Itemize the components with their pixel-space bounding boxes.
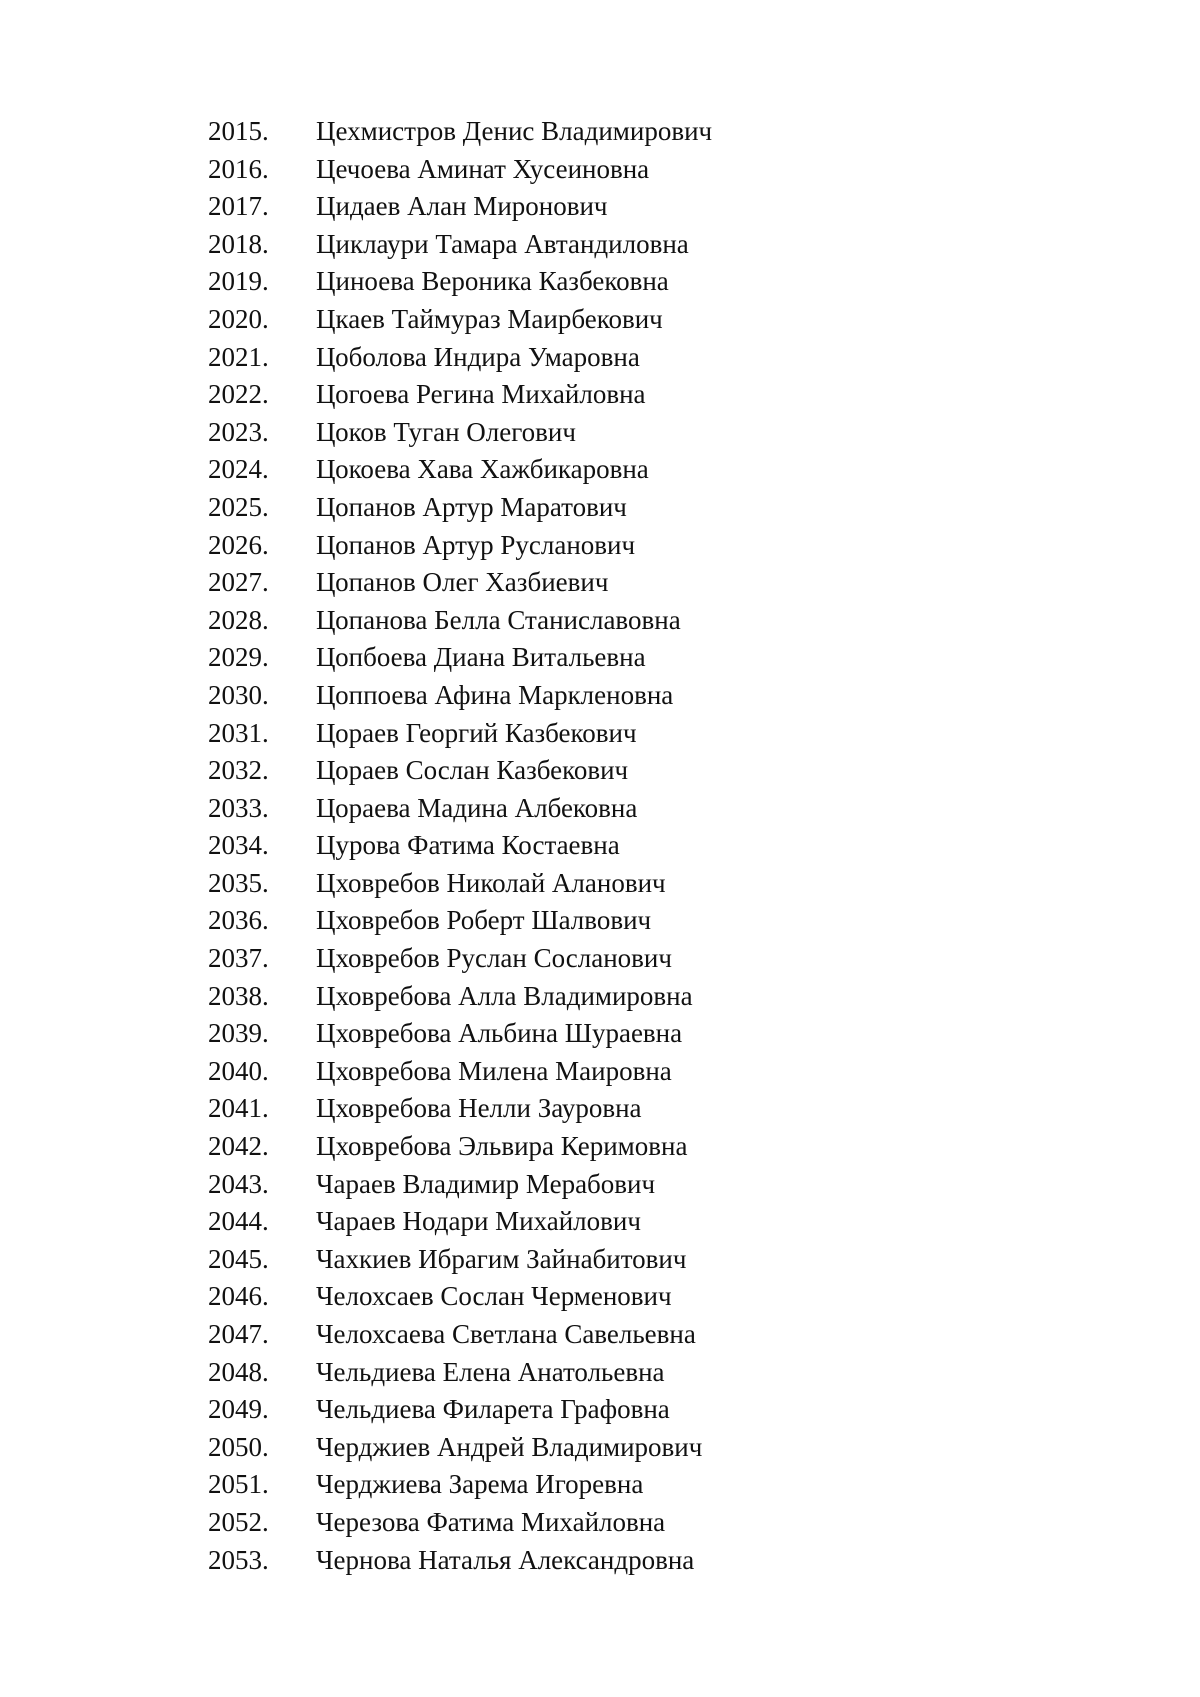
list-item xyxy=(208,1429,712,1467)
entry-name: Цоболова Индира Умаровна xyxy=(316,341,640,372)
entry-name: Цопанова Белла Станиславовна xyxy=(316,604,681,635)
entry-number: 2021. xyxy=(208,341,269,372)
entry-name: Цховребова Альбина Шураевна xyxy=(316,1018,683,1049)
entry-name: Цопанов Артур Русланович xyxy=(316,529,636,560)
name-list xyxy=(208,113,712,1579)
entry-number: 2018. xyxy=(208,228,269,259)
list-item xyxy=(208,414,712,452)
entry-name: Цечоева Аминат Хусеиновна xyxy=(316,153,650,184)
entry-number: 2025. xyxy=(208,491,269,522)
list-item xyxy=(208,639,712,677)
entry-name: Чельдиева Елена Анатольевна xyxy=(316,1356,665,1387)
entry-name: Челохсаева Светлана Савельевна xyxy=(316,1319,696,1349)
entry-name: Цехмистров Денис Владимирович xyxy=(316,116,713,146)
entry-number: 2048. xyxy=(208,1356,269,1387)
entry-number: 2046. xyxy=(208,1281,269,1312)
entry-name: Цопанов Артур Маратович xyxy=(316,491,627,522)
entry-name: Цховребов Роберт Шалвович xyxy=(316,905,652,936)
entry-name: Цоков Туган Олегович xyxy=(316,416,576,447)
list-item xyxy=(208,1542,712,1580)
entry-name: Цопбоева Диана Витальевна xyxy=(316,642,646,673)
entry-number: 2017. xyxy=(208,191,269,222)
entry-name: Цкаев Таймураз Маирбекович xyxy=(316,303,663,334)
entry-number: 2037. xyxy=(208,943,269,974)
list-item xyxy=(208,489,712,527)
entry-number: 2052. xyxy=(208,1506,269,1537)
list-item xyxy=(208,151,712,189)
entry-name: Челохсаев Сослан Черменович xyxy=(316,1281,672,1312)
entry-number: 2047. xyxy=(208,1319,269,1349)
list-item xyxy=(208,226,712,264)
entry-name: Цопанов Олег Хазбиевич xyxy=(316,567,609,598)
entry-name: Цидаев Алан Миронович xyxy=(316,191,608,222)
list-item xyxy=(208,1316,712,1354)
entry-name: Цогоева Регина Михайловна xyxy=(316,379,646,410)
list-item xyxy=(208,677,712,715)
entry-number: 2023. xyxy=(208,416,269,447)
list-item xyxy=(208,602,712,640)
list-item xyxy=(208,1128,712,1166)
entry-number: 2034. xyxy=(208,830,269,861)
list-item xyxy=(208,790,712,828)
entry-name: Чернова Наталья Александровна xyxy=(316,1544,695,1575)
entry-number: 2029. xyxy=(208,642,269,673)
list-item xyxy=(208,527,712,565)
entry-number: 2026. xyxy=(208,529,269,560)
entry-number: 2041. xyxy=(208,1093,269,1124)
entry-name: Цховребова Милена Маировна xyxy=(316,1055,672,1086)
entry-number: 2043. xyxy=(208,1168,269,1199)
list-item xyxy=(208,827,712,865)
entry-number: 2038. xyxy=(208,980,269,1011)
list-item xyxy=(208,1166,712,1204)
entry-number: 2035. xyxy=(208,867,269,898)
entry-number: 2051. xyxy=(208,1469,269,1500)
entry-name: Цховребов Николай Аланович xyxy=(316,867,666,898)
entry-name: Цораев Сослан Казбекович xyxy=(316,755,629,786)
entry-name: Чараев Нодари Михайлович xyxy=(316,1206,641,1237)
entry-number: 2016. xyxy=(208,153,269,184)
entry-number: 2022. xyxy=(208,379,269,410)
entry-number: 2040. xyxy=(208,1055,269,1086)
entry-name: Чельдиева Филарета Графовна xyxy=(316,1394,670,1425)
entry-number: 2049. xyxy=(208,1394,269,1425)
entry-name: Циклаури Тамара Автандиловна xyxy=(316,228,689,259)
entry-number: 2032. xyxy=(208,755,269,786)
entry-number: 2030. xyxy=(208,679,269,710)
entry-name: Цховребова Алла Владимировна xyxy=(316,980,693,1011)
list-item xyxy=(208,451,712,489)
entry-name: Черджиев Андрей Владимирович xyxy=(316,1431,703,1462)
list-item xyxy=(208,1391,712,1429)
entry-name: Черезова Фатима Михайловна xyxy=(316,1506,666,1537)
entry-name: Цховребова Эльвира Керимовна xyxy=(316,1131,688,1162)
list-item xyxy=(208,715,712,753)
list-item xyxy=(208,376,712,414)
list-item xyxy=(208,263,712,301)
entry-number: 2015. xyxy=(208,116,269,146)
list-item xyxy=(208,301,712,339)
entry-name: Цховребова Нелли Зауровна xyxy=(316,1093,642,1124)
entry-name: Циноева Вероника Казбековна xyxy=(316,266,669,297)
entry-number: 2042. xyxy=(208,1131,269,1162)
list-item xyxy=(208,865,712,903)
entry-name: Черджиева Зарема Игоревна xyxy=(316,1469,644,1500)
list-item xyxy=(208,940,712,978)
entry-name: Цораева Мадина Албековна xyxy=(316,792,638,823)
list-item xyxy=(208,564,712,602)
list-item xyxy=(208,902,712,940)
entry-number: 2039. xyxy=(208,1018,269,1049)
entry-name: Цурова Фатима Костаевна xyxy=(316,830,620,861)
entry-number: 2033. xyxy=(208,792,269,823)
list-item xyxy=(208,978,712,1016)
entry-number: 2053. xyxy=(208,1544,269,1575)
entry-name: Цораев Георгий Казбекович xyxy=(316,717,637,748)
entry-number: 2024. xyxy=(208,454,269,485)
list-item xyxy=(208,1354,712,1392)
entry-number: 2036. xyxy=(208,905,269,936)
list-item xyxy=(208,339,712,377)
entry-number: 2031. xyxy=(208,717,269,748)
entry-number: 2050. xyxy=(208,1431,269,1462)
list-item xyxy=(208,1053,712,1091)
list-item xyxy=(208,1466,712,1504)
entry-number: 2027. xyxy=(208,567,269,598)
list-item xyxy=(208,1203,712,1241)
entry-number: 2044. xyxy=(208,1206,269,1237)
entry-name: Цокоева Хава Хажбикаровна xyxy=(316,454,649,485)
entry-name: Цоппоева Афина Маркленовна xyxy=(316,679,674,710)
entry-number: 2028. xyxy=(208,604,269,635)
entry-name: Чахкиев Ибрагим Зайнабитович xyxy=(316,1243,687,1274)
list-item xyxy=(208,1015,712,1053)
entry-name: Цховребов Руслан Сосланович xyxy=(316,943,672,974)
entry-number: 2045. xyxy=(208,1243,269,1274)
list-item xyxy=(208,1241,712,1279)
list-item xyxy=(208,1090,712,1128)
entry-name: Чараев Владимир Мерабович xyxy=(316,1168,656,1199)
list-item xyxy=(208,188,712,226)
list-item xyxy=(208,1504,712,1542)
entry-number: 2019. xyxy=(208,266,269,297)
list-item xyxy=(208,752,712,790)
entry-number: 2020. xyxy=(208,303,269,334)
list-item xyxy=(208,1278,712,1316)
list-item xyxy=(208,113,712,151)
